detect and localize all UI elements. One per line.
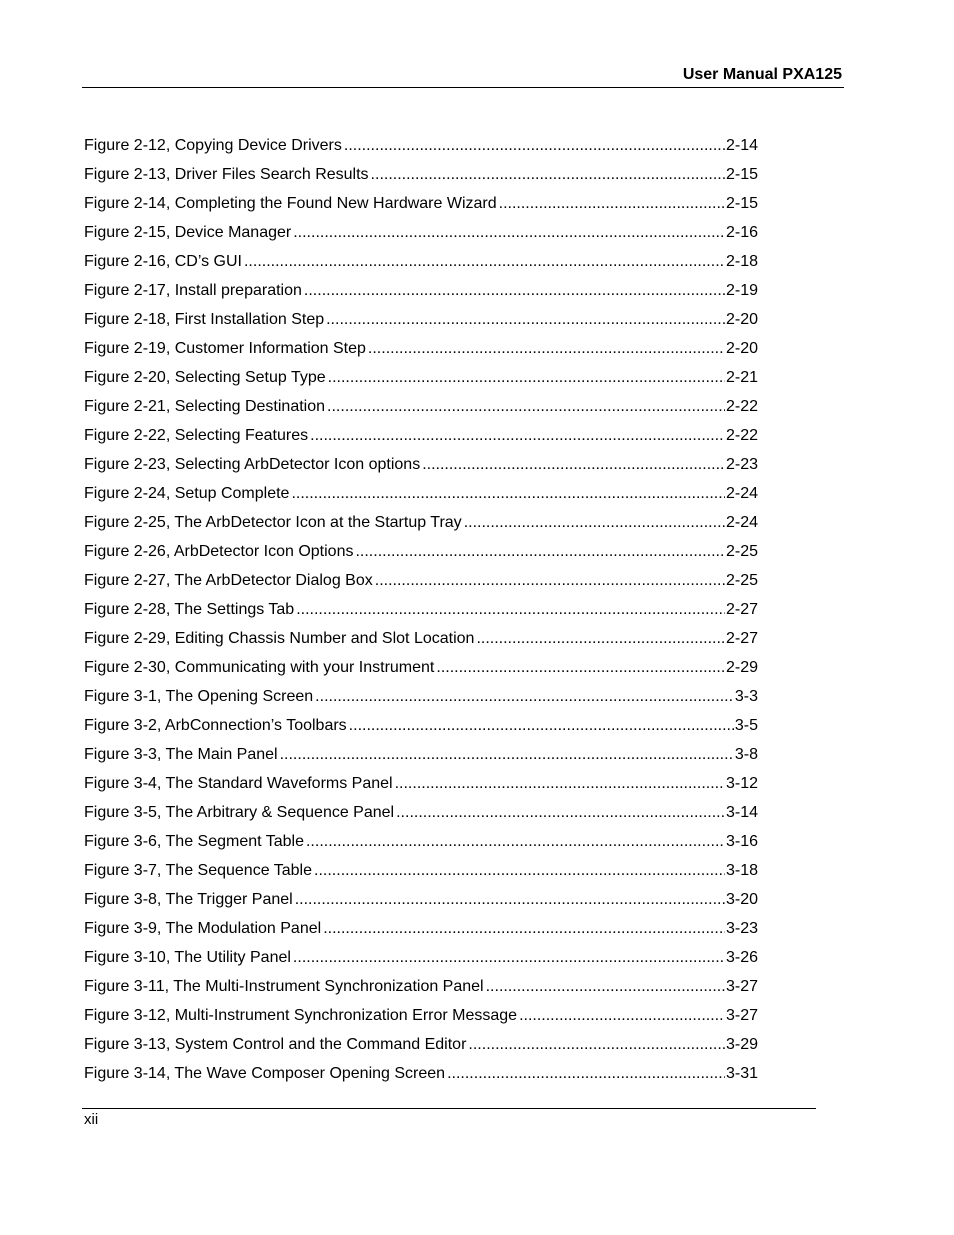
toc-entry-page: 2-29 (725, 659, 758, 676)
toc-entry-title: Figure 2-16, CD’s GUI (84, 253, 242, 270)
toc-entry[interactable] (84, 711, 758, 740)
toc-dot-leader (315, 682, 734, 711)
toc-entry-page: 2-24 (725, 485, 758, 502)
toc-entry[interactable] (84, 624, 758, 653)
toc-dot-leader (355, 537, 725, 566)
toc-entry-title: Figure 3-11, The Multi-Instrument Synchronization Panel (84, 978, 484, 995)
toc-entry[interactable] (84, 334, 758, 363)
toc-dot-leader (306, 827, 725, 856)
toc-entry-title: Figure 3-5, The Arbitrary & Sequence Panel (84, 804, 395, 821)
footer-page-number: xii (84, 1111, 99, 1128)
toc-entry-page: 2-20 (725, 340, 758, 357)
toc-dot-leader (310, 421, 725, 450)
toc-dot-leader (314, 856, 725, 885)
toc-entry-title: Figure 3-7, The Sequence Table (84, 862, 313, 879)
toc-entry-page: 2-25 (725, 572, 758, 589)
toc-entry-title: Figure 3-12, Multi-Instrument Synchronization Error Message (84, 1007, 518, 1024)
toc-dot-leader (327, 392, 725, 421)
toc-dot-leader (468, 1030, 725, 1059)
toc-entry-page: 2-27 (725, 601, 758, 618)
toc-entry[interactable] (84, 972, 758, 1001)
toc-entry-title: Figure 3-13, System Control and the Command Editor (84, 1036, 467, 1053)
toc-entry-title: Figure 3-6, The Segment Table (84, 833, 304, 850)
toc-entry-page: 2-21 (725, 369, 758, 386)
toc-dot-leader (476, 624, 725, 653)
toc-dot-leader (293, 218, 725, 247)
toc-entry-title: Figure 2-15, Device Manager (84, 224, 292, 241)
toc-dot-leader (422, 450, 725, 479)
toc-entry-title: Figure 3-4, The Standard Waveforms Panel (84, 775, 393, 792)
toc-entry[interactable] (84, 885, 758, 914)
toc-dot-leader (396, 798, 725, 827)
toc-dot-leader (326, 305, 725, 334)
toc-entry[interactable] (84, 131, 758, 160)
toc-entry-title: Figure 2-18, First Installation Step (84, 311, 325, 328)
toc-entry[interactable] (84, 392, 758, 421)
toc-dot-leader (499, 189, 725, 218)
toc-entry-page: 2-18 (725, 253, 758, 270)
toc-entry[interactable] (84, 305, 758, 334)
toc-entry-page: 2-22 (725, 398, 758, 415)
toc-dot-leader (344, 131, 725, 160)
toc-dot-leader (328, 363, 725, 392)
toc-entry-page: 3-29 (725, 1036, 758, 1053)
toc-entry-title: Figure 2-26, ArbDetector Icon Options (84, 543, 354, 560)
toc-dot-leader (464, 508, 725, 537)
toc-entry-title: Figure 2-25, The ArbDetector Icon at the Startup Tray (84, 514, 462, 531)
toc-entry-title: Figure 3-2, ArbConnection’s Toolbars (84, 717, 347, 734)
toc-entry-page: 2-15 (725, 195, 758, 212)
toc-entry[interactable] (84, 421, 758, 450)
toc-entry[interactable] (84, 653, 758, 682)
toc-dot-leader (295, 885, 725, 914)
toc-entry[interactable] (84, 740, 758, 769)
toc-entry-page: 2-22 (725, 427, 758, 444)
toc-entry[interactable] (84, 508, 758, 537)
toc-entry-page: 3-18 (725, 862, 758, 879)
toc-entry[interactable] (84, 595, 758, 624)
toc-entry[interactable] (84, 276, 758, 305)
toc-entry-page: 3-12 (725, 775, 758, 792)
toc-entry-page: 3-31 (725, 1065, 758, 1082)
toc-entry-title: Figure 2-28, The Settings Tab (84, 601, 295, 618)
toc-entry[interactable] (84, 537, 758, 566)
toc-entry-page: 3-23 (725, 920, 758, 937)
toc-dot-leader (304, 276, 725, 305)
toc-entry-title: Figure 3-10, The Utility Panel (84, 949, 291, 966)
toc-entry[interactable] (84, 682, 758, 711)
toc-entry[interactable] (84, 450, 758, 479)
toc-entry-title: Figure 2-22, Selecting Features (84, 427, 309, 444)
footer-divider (82, 1108, 816, 1109)
toc-entry[interactable] (84, 1059, 758, 1088)
toc-dot-leader (368, 334, 725, 363)
toc-entry-title: Figure 2-13, Driver Files Search Results (84, 166, 369, 183)
toc-entry-page: 2-25 (725, 543, 758, 560)
toc-dot-leader (436, 653, 725, 682)
toc-entry-title: Figure 2-20, Selecting Setup Type (84, 369, 326, 386)
toc-entry-page: 3-8 (734, 746, 758, 763)
toc-dot-leader (395, 769, 725, 798)
toc-entry-title: Figure 3-14, The Wave Composer Opening Screen (84, 1065, 446, 1082)
toc-entry-title: Figure 3-1, The Opening Screen (84, 688, 314, 705)
toc-entry-title: Figure 2-29, Editing Chassis Number and Slot Location (84, 630, 475, 647)
toc-entry[interactable] (84, 160, 758, 189)
toc-entry-page: 2-15 (725, 166, 758, 183)
toc-entry-title: Figure 2-23, Selecting ArbDetector Icon options (84, 456, 421, 473)
toc-entry-page: 2-14 (725, 137, 758, 154)
toc-entry[interactable] (84, 479, 758, 508)
toc-entry[interactable] (84, 363, 758, 392)
toc-entry-title: Figure 3-9, The Modulation Panel (84, 920, 322, 937)
toc-entry[interactable] (84, 856, 758, 885)
toc-entry-title: Figure 2-14, Completing the Found New Hardware Wizard (84, 195, 497, 212)
toc-entry-title: Figure 2-24, Setup Complete (84, 485, 290, 502)
toc-dot-leader (486, 972, 725, 1001)
toc-entry-title: Figure 2-19, Customer Information Step (84, 340, 366, 357)
toc-dot-leader (323, 914, 725, 943)
toc-entry[interactable] (84, 827, 758, 856)
toc-entry-page: 2-20 (725, 311, 758, 328)
toc-dot-leader (375, 566, 725, 595)
toc-dot-leader (293, 943, 725, 972)
toc-entry-title: Figure 2-12, Copying Device Drivers (84, 137, 342, 154)
toc-entry-page: 3-27 (725, 1007, 758, 1024)
toc-entry-page: 2-27 (725, 630, 758, 647)
toc-entry[interactable] (84, 566, 758, 595)
toc-dot-leader (519, 1001, 725, 1030)
toc-dot-leader (280, 740, 734, 769)
toc-entry-page: 3-26 (725, 949, 758, 966)
toc-entry-page: 2-23 (725, 456, 758, 473)
toc-entry-title: Figure 2-30, Communicating with your Instrument (84, 659, 435, 676)
toc-dot-leader (447, 1059, 725, 1088)
toc-dot-leader (244, 247, 725, 276)
toc-entry-page: 3-5 (734, 717, 758, 734)
toc-entry[interactable] (84, 218, 758, 247)
toc-entry[interactable] (84, 1030, 758, 1059)
toc-dot-leader (291, 479, 725, 508)
toc-entry-page: 3-14 (725, 804, 758, 821)
page-header-title: User Manual PXA125 (682, 66, 842, 83)
toc-entry[interactable] (84, 1001, 758, 1030)
toc-dot-leader (371, 160, 725, 189)
toc-entry[interactable] (84, 247, 758, 276)
toc-entry-page: 3-16 (725, 833, 758, 850)
toc-entry-title: Figure 3-8, The Trigger Panel (84, 891, 293, 908)
toc-entry-page: 3-3 (734, 688, 758, 705)
toc-dot-leader (349, 711, 734, 740)
toc-entry-page: 2-16 (725, 224, 758, 241)
toc-entry[interactable] (84, 798, 758, 827)
toc-entry-title: Figure 2-21, Selecting Destination (84, 398, 326, 415)
table-of-figures (84, 131, 758, 1088)
toc-entry-title: Figure 2-17, Install preparation (84, 282, 302, 299)
toc-entry-page: 3-20 (725, 891, 758, 908)
toc-entry-title: Figure 2-27, The ArbDetector Dialog Box (84, 572, 373, 589)
toc-entry-page: 2-19 (725, 282, 758, 299)
toc-entry[interactable] (84, 189, 758, 218)
toc-entry-page: 3-27 (725, 978, 758, 995)
toc-entry-page: 2-24 (725, 514, 758, 531)
toc-dot-leader (296, 595, 725, 624)
toc-entry[interactable] (84, 943, 758, 972)
toc-entry[interactable] (84, 769, 758, 798)
toc-entry-title: Figure 3-3, The Main Panel (84, 746, 278, 763)
toc-entry[interactable] (84, 914, 758, 943)
header-divider (82, 87, 844, 88)
